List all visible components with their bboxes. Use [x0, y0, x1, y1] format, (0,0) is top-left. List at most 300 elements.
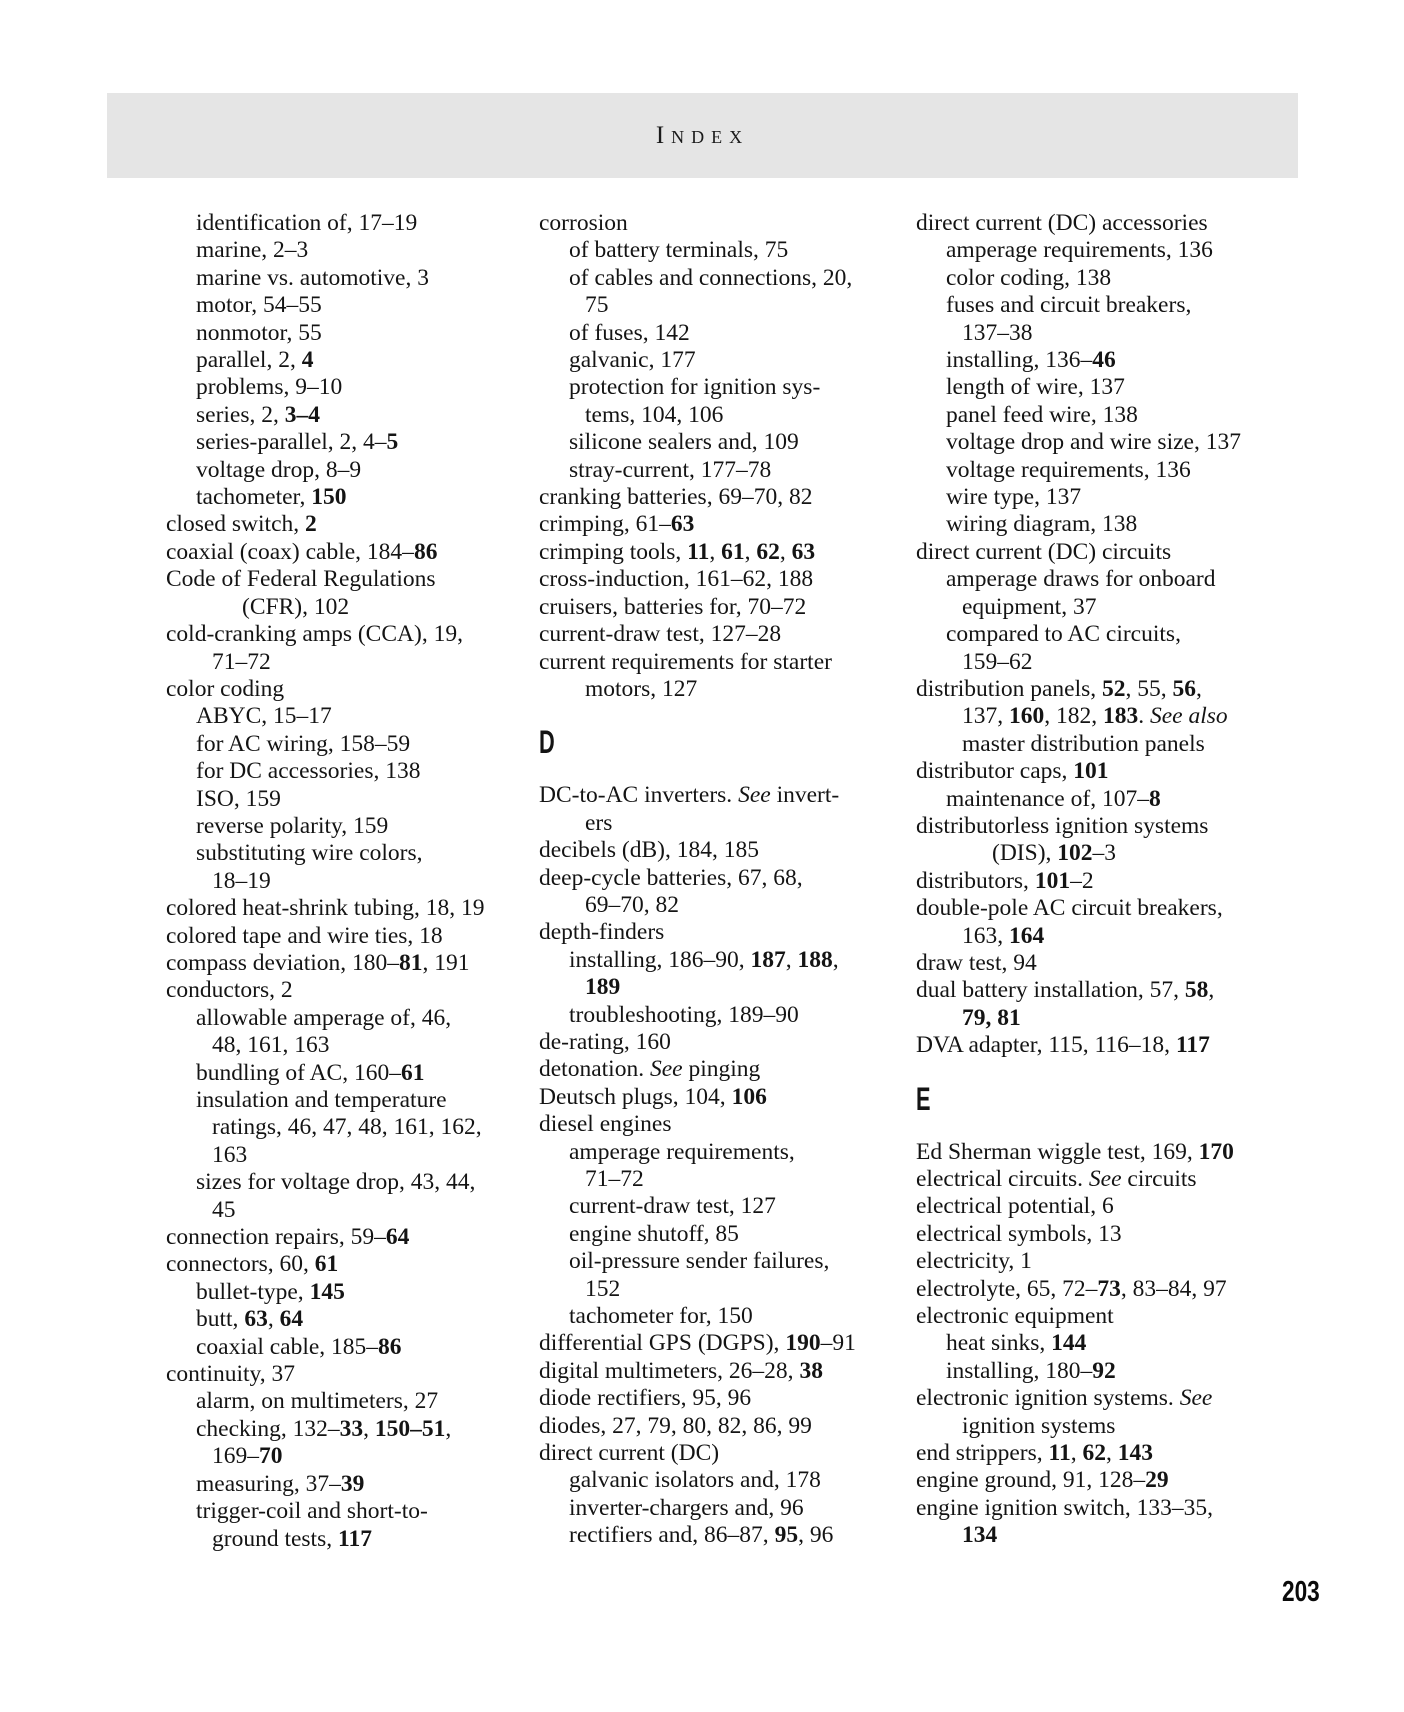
entry-text: circuits	[1121, 1166, 1197, 1192]
entry-text: , 83–84, 97	[1120, 1275, 1227, 1302]
index-entry-line	[539, 1056, 856, 1083]
index-column-3	[916, 210, 1241, 1550]
index-entry-line	[539, 1303, 856, 1330]
entry-text: color coding	[166, 675, 285, 702]
index-entry-line	[916, 923, 1241, 950]
entry-text: 62	[1082, 1440, 1106, 1467]
entry-text: See	[738, 782, 771, 809]
entry-text: silicone sealers and, 109	[569, 429, 799, 456]
entry-text: distributor caps,	[916, 758, 1074, 785]
entry-text: –91	[820, 1330, 856, 1357]
entry-text: marine, 2–3	[196, 237, 309, 264]
entry-text: 79, 81	[962, 1004, 1021, 1031]
entry-text: checking, 132–	[196, 1415, 340, 1442]
index-entry-line	[916, 1032, 1241, 1059]
index-entry-line	[539, 1467, 856, 1494]
entry-text: 71–72	[585, 1166, 644, 1192]
index-entry-line	[539, 649, 856, 676]
index-entry-line	[916, 320, 1241, 347]
index-entry-line	[539, 621, 856, 648]
entry-text: 62	[756, 538, 780, 565]
index-entry-line	[166, 1443, 485, 1470]
entry-text: 18–19	[212, 867, 271, 894]
entry-text: 56	[1172, 675, 1197, 702]
index-entry-line	[166, 1087, 485, 1114]
index-entry-line	[539, 457, 856, 484]
entry-text: series-parallel, 2, 4–	[196, 429, 387, 456]
index-entry-line	[166, 895, 485, 922]
index-entry-line	[166, 1388, 485, 1415]
entry-text: bullet-type,	[196, 1278, 310, 1305]
entry-text: amperage requirements, 136	[946, 237, 1213, 264]
entry-text: , 191	[422, 949, 470, 976]
index-entry-line	[539, 265, 856, 292]
index-entry-line	[539, 402, 856, 429]
index-entry-line	[916, 895, 1241, 922]
entry-text: 81	[399, 949, 423, 976]
entry-text: diodes, 27, 79, 80, 82, 86, 99	[539, 1412, 812, 1439]
index-entry-line	[916, 813, 1241, 840]
entry-text: 92	[1092, 1357, 1116, 1384]
index-entry-line	[916, 237, 1241, 264]
entry-text: ,	[744, 538, 757, 565]
index-entry-line	[539, 919, 856, 946]
index-entry-line	[166, 292, 485, 319]
entry-text: for AC wiring, 158–59	[196, 730, 411, 757]
entry-text: electrical potential, 6	[916, 1193, 1114, 1220]
index-entry-line	[166, 566, 485, 593]
entry-text: substituting wire colors,	[196, 840, 423, 867]
entry-text: 46	[1092, 347, 1116, 374]
entry-text: ,	[785, 946, 798, 973]
entry-text: 2	[305, 511, 317, 538]
index-entry-line	[539, 1221, 856, 1248]
entry-text: Deutsch plugs, 104,	[539, 1083, 732, 1110]
entry-text: 95	[774, 1522, 799, 1549]
entry-text: protection for ignition sys-	[569, 374, 821, 401]
entry-text: heat sinks,	[946, 1330, 1052, 1357]
index-entry-line	[539, 1084, 856, 1111]
index-entry-line	[539, 782, 856, 809]
entry-text: direct current (DC)	[539, 1440, 720, 1467]
entry-text: .	[1138, 703, 1150, 730]
entry-text: stray-current, 177–78	[569, 456, 772, 483]
entry-text: compared to AC circuits,	[946, 621, 1181, 648]
index-entry-line	[916, 1303, 1241, 1330]
entry-text: 159–62	[962, 648, 1033, 675]
index-entry-line	[916, 840, 1241, 867]
page-title: Index	[655, 121, 750, 149]
index-entry-line	[539, 1002, 856, 1029]
index-entry-line	[166, 1224, 485, 1251]
entry-text: ,	[1208, 977, 1215, 1004]
entry-text: series, 2,	[196, 401, 285, 428]
entry-text: cold-cranking amps (CCA), 19,	[166, 621, 463, 648]
entry-text: amperage requirements,	[569, 1138, 795, 1165]
index-entry-line	[916, 484, 1241, 511]
index-entry-line	[166, 347, 485, 374]
entry-text: 188	[797, 946, 833, 973]
index-entry-line	[916, 1276, 1241, 1303]
entry-text: See	[1179, 1385, 1213, 1412]
entry-text: current requirements for starter	[539, 648, 832, 675]
entry-text: differential GPS (DGPS),	[539, 1330, 786, 1357]
index-entry-line	[916, 1330, 1241, 1357]
entry-text: 190	[785, 1330, 821, 1357]
entry-text: ,	[445, 1415, 452, 1442]
entry-text: installing, 180–	[946, 1357, 1093, 1384]
entry-text: voltage drop and wire size, 137	[946, 429, 1241, 456]
entry-text: crimping, 61–	[539, 511, 671, 538]
index-entry-line	[539, 566, 856, 593]
index-entry-line	[916, 374, 1241, 401]
entry-text: 61	[400, 1059, 425, 1086]
index-entry-line	[916, 292, 1241, 319]
entry-text: bundling of AC, 160–	[196, 1059, 401, 1086]
index-entry-line	[166, 950, 485, 977]
index-entry-line	[166, 1060, 485, 1087]
entry-text: closed switch,	[166, 511, 306, 538]
entry-text: 160	[1009, 703, 1045, 730]
entry-text: current-draw test, 127	[569, 1193, 776, 1220]
index-entry-line	[166, 429, 485, 456]
index-entry-line	[166, 758, 485, 785]
entry-text: installing, 186–90,	[569, 946, 751, 973]
entry-text: 11	[1048, 1440, 1071, 1467]
entry-text: 163,	[962, 922, 1009, 949]
entry-text: 189	[585, 974, 621, 1001]
index-entry-line	[166, 923, 485, 950]
index-entry-line	[916, 1440, 1241, 1467]
index-entry-line	[166, 1169, 485, 1196]
entry-text: ,	[832, 946, 839, 973]
entry-text: conductors, 2	[166, 977, 293, 1004]
index-entry-line	[539, 1330, 856, 1357]
entry-text: 164	[1009, 922, 1045, 949]
entry-text: dual battery installation, 57,	[916, 977, 1185, 1004]
index-entry-line	[539, 1385, 856, 1412]
entry-text: 152	[585, 1275, 621, 1302]
entry-text: electricity, 1	[916, 1248, 1032, 1275]
index-entry-line	[539, 1413, 856, 1440]
entry-text: 45	[212, 1196, 236, 1223]
entry-text: distribution panels,	[916, 675, 1103, 702]
entry-text: ,	[779, 538, 792, 565]
index-entry-line	[916, 1005, 1241, 1032]
entry-text: current-draw test, 127–28	[539, 621, 782, 648]
index-entry-line	[916, 703, 1241, 730]
entry-text: ,	[363, 1415, 375, 1442]
index-entry-line	[916, 210, 1241, 237]
index-entry-line	[916, 539, 1241, 566]
entry-text: electronic equipment	[916, 1303, 1114, 1330]
index-entry-line	[916, 566, 1241, 593]
index-entry-line	[539, 484, 856, 511]
entry-text: 137–38	[962, 319, 1033, 346]
entry-text: alarm, on multimeters, 27	[196, 1388, 439, 1415]
entry-text: 144	[1051, 1330, 1087, 1357]
index-entry-line	[539, 511, 856, 538]
index-entry-line	[539, 1276, 856, 1303]
entry-text: 64	[279, 1306, 304, 1333]
index-entry-line	[539, 892, 856, 919]
entry-text: motor, 54–55	[196, 292, 322, 319]
entry-text: 86	[413, 538, 438, 565]
index-entry-line	[539, 1111, 856, 1138]
entry-text: decibels (dB), 184, 185	[539, 837, 759, 864]
index-entry-line	[539, 539, 856, 566]
entry-text: tems, 104, 106	[585, 401, 724, 428]
index-entry-line	[166, 237, 485, 264]
index-entry-line	[916, 265, 1241, 292]
entry-text: distributors,	[916, 867, 1035, 894]
section-heading-d: D	[539, 724, 555, 761]
entry-text: 5	[386, 429, 399, 456]
index-entry-line	[166, 840, 485, 867]
entry-text: galvanic isolators and, 178	[569, 1467, 821, 1494]
entry-text: draw test, 94	[916, 949, 1037, 976]
entry-text: 106	[731, 1083, 767, 1110]
entry-text: pinging	[682, 1056, 761, 1083]
entry-text: 117	[337, 1525, 372, 1552]
entry-text: depth-finders	[539, 919, 665, 946]
entry-text: invert-	[770, 782, 840, 809]
index-entry-line	[916, 786, 1241, 813]
entry-text: electrolyte, 65, 72–	[916, 1275, 1098, 1302]
index-entry-line	[166, 511, 485, 538]
entry-text: compass deviation, 180–	[166, 949, 400, 976]
entry-text: installing, 136–	[946, 347, 1093, 374]
entry-text: equipment, 37	[962, 593, 1097, 620]
entry-text: 8	[1148, 785, 1161, 812]
index-entry-line	[166, 1114, 485, 1141]
page-number: 203	[1282, 1576, 1320, 1608]
entry-text: 137,	[962, 703, 1009, 730]
entry-text: problems, 9–10	[196, 374, 343, 401]
index-entry-line	[166, 621, 485, 648]
index-entry-line	[539, 1139, 856, 1166]
entry-text: sizes for voltage drop, 43, 44,	[196, 1169, 476, 1196]
entry-text: of battery terminals, 75	[569, 237, 789, 264]
entry-text: DVA adapter, 115, 116–18,	[916, 1032, 1176, 1059]
entry-text: cranking batteries, 69–70, 82	[539, 484, 813, 511]
entry-text: Ed Sherman wiggle test, 169,	[916, 1138, 1199, 1165]
entry-text: amperage draws for onboard	[946, 566, 1216, 593]
index-entry-line	[166, 539, 485, 566]
index-entry-line	[916, 1193, 1241, 1220]
index-entry-line	[166, 1526, 485, 1553]
entry-text: 145	[309, 1278, 345, 1305]
entry-text: connectors, 60,	[166, 1251, 315, 1278]
index-entry-line	[539, 865, 856, 892]
entry-text: cross-induction, 161–62, 188	[539, 566, 814, 593]
entry-text: end strippers,	[916, 1440, 1049, 1467]
entry-text: 52	[1102, 675, 1126, 702]
entry-text: 63	[670, 511, 695, 538]
entry-text: electronic ignition systems.	[916, 1385, 1180, 1412]
index-column-1	[166, 210, 485, 1553]
entry-text: butt,	[196, 1306, 245, 1333]
index-entry-line	[166, 1306, 485, 1333]
index-entry-line	[916, 594, 1241, 621]
entry-text: corrosion	[539, 210, 628, 236]
index-entry-line	[916, 1248, 1241, 1275]
entry-text: Code of Federal Regulations	[166, 566, 436, 593]
entry-text: trigger-coil and short-to-	[196, 1498, 428, 1525]
entry-text: 64	[385, 1224, 410, 1251]
entry-text: 33	[339, 1415, 364, 1442]
index-entry-line	[166, 484, 485, 511]
entry-text: electrical symbols, 13	[916, 1220, 1122, 1247]
entry-text: colored heat-shrink tubing, 18, 19	[166, 895, 485, 922]
index-entry-line	[166, 457, 485, 484]
entry-text: , 96	[798, 1522, 834, 1549]
entry-text: DC-to-AC inverters.	[539, 782, 739, 809]
entry-text: , 182,	[1044, 703, 1103, 730]
entry-text: , 55,	[1125, 675, 1173, 702]
entry-text: engine ignition switch, 133–35,	[916, 1494, 1213, 1521]
section-heading-e: E	[916, 1080, 931, 1117]
entry-text: color coding, 138	[946, 264, 1112, 291]
entry-text: ground tests,	[212, 1525, 338, 1552]
entry-text: electrical circuits.	[916, 1166, 1089, 1192]
entry-text: inverter-chargers and, 96	[569, 1494, 804, 1521]
entry-text: colored tape and wire ties, 18	[166, 922, 443, 949]
index-entry-line	[166, 813, 485, 840]
index-entry-line	[916, 347, 1241, 374]
index-entry-line	[539, 1248, 856, 1275]
entry-text: 75	[585, 292, 609, 319]
index-entry-line	[166, 1142, 485, 1169]
index-entry-line	[916, 1413, 1241, 1440]
entry-text: digital multimeters, 26–28,	[539, 1357, 800, 1384]
index-entry-line	[539, 974, 856, 1001]
index-entry-line	[916, 402, 1241, 429]
index-entry-line	[916, 1385, 1241, 1412]
entry-text: diode rectifiers, 95, 96	[539, 1385, 752, 1412]
index-entry-line	[539, 947, 856, 974]
entry-text: 102	[1057, 840, 1093, 867]
index-entry-line	[916, 1139, 1241, 1166]
index-entry-line	[166, 402, 485, 429]
index-entry-line	[916, 621, 1241, 648]
entry-text: 58	[1184, 977, 1209, 1004]
entry-text: 117	[1175, 1032, 1210, 1059]
index-entry-line	[166, 1361, 485, 1388]
entry-text: 38	[799, 1357, 823, 1384]
index-entry-line	[916, 511, 1241, 538]
entry-text: –2	[1070, 867, 1094, 894]
index-entry-line	[916, 457, 1241, 484]
entry-text: double-pole AC circuit breakers,	[916, 895, 1223, 922]
entry-text: ers	[585, 809, 613, 836]
entry-text: troubleshooting, 189–90	[569, 1001, 799, 1028]
index-entry-line	[539, 374, 856, 401]
entry-text: continuity, 37	[166, 1361, 296, 1388]
entry-text: insulation and temperature	[196, 1087, 447, 1113]
entry-text: 150	[311, 484, 347, 511]
index-entry-line	[539, 594, 856, 621]
index-entry-line	[166, 1334, 485, 1361]
entry-text: 39	[340, 1470, 365, 1497]
index-entry-line	[539, 429, 856, 456]
entry-text: See	[649, 1056, 683, 1083]
entry-text: identification of, 17–19	[196, 210, 418, 236]
index-entry-line	[166, 1471, 485, 1498]
index-entry-line	[166, 786, 485, 813]
entry-text: coaxial (coax) cable, 184–	[166, 538, 414, 565]
index-entry-line	[166, 676, 485, 703]
index-entry-line	[539, 810, 856, 837]
entry-text: 3–4	[284, 401, 321, 428]
index-entry-line	[166, 210, 485, 237]
index-entry-line	[916, 1166, 1241, 1193]
index-entry-line	[539, 1495, 856, 1522]
entry-text: of fuses, 142	[569, 319, 690, 346]
index-entry-line	[916, 1221, 1241, 1248]
index-entry-line	[539, 1029, 856, 1056]
entry-text: length of wire, 137	[946, 374, 1125, 401]
entry-text: 73	[1097, 1275, 1121, 1302]
index-entry-line	[166, 1416, 485, 1443]
entry-text: ,	[1196, 675, 1202, 702]
entry-text: (CFR), 102	[242, 593, 350, 620]
entry-text: allowable amperage of, 46,	[196, 1004, 452, 1031]
entry-text: reverse polarity, 159	[196, 812, 389, 839]
entry-text: nonmotor, 55	[196, 319, 322, 346]
entry-text: de-rating, 160	[539, 1028, 671, 1055]
entry-text: parallel, 2,	[196, 347, 302, 374]
entry-text: engine ground, 91, 128–	[916, 1467, 1146, 1494]
index-entry-line	[916, 977, 1241, 1004]
index-entry-line	[166, 265, 485, 292]
entry-text: 163	[212, 1141, 248, 1168]
entry-text: oil-pressure sender failures,	[569, 1248, 830, 1275]
entry-text: 187	[750, 946, 786, 973]
index-entry-line	[916, 950, 1241, 977]
index-entry-line	[539, 676, 856, 703]
index-entry-line	[916, 868, 1241, 895]
entry-text: 150–51	[374, 1415, 446, 1442]
entry-text: –3	[1092, 840, 1117, 867]
index-entry-line	[916, 1522, 1241, 1549]
entry-text: tachometer for, 150	[569, 1303, 753, 1330]
entry-text: ratings, 46, 47, 48, 161, 162,	[212, 1114, 482, 1141]
entry-text: marine vs. automotive, 3	[196, 264, 429, 291]
index-entry-line	[916, 1495, 1241, 1522]
entry-text: for DC accessories, 138	[196, 758, 421, 785]
entry-text: coaxial cable, 185–	[196, 1333, 379, 1360]
entry-text: voltage drop, 8–9	[196, 456, 362, 483]
index-entry-line	[539, 1166, 856, 1193]
entry-text: 61	[721, 538, 745, 565]
index-entry-line	[166, 868, 485, 895]
index-entry-line	[916, 1467, 1241, 1494]
index-entry-line	[166, 649, 485, 676]
entry-text: 183	[1103, 703, 1139, 730]
index-entry-line	[916, 758, 1241, 785]
entry-text: wire type, 137	[946, 484, 1082, 511]
index-entry-line	[166, 703, 485, 730]
index-entry-line	[166, 1498, 485, 1525]
entry-text: deep-cycle batteries, 67, 68,	[539, 864, 803, 891]
entry-text: 101	[1034, 867, 1071, 894]
entry-text: 29	[1145, 1467, 1169, 1494]
index-entry-line	[916, 676, 1241, 703]
index-entry-line	[166, 1251, 485, 1278]
index-entry-line	[166, 320, 485, 347]
entry-text: panel feed wire, 138	[946, 401, 1138, 428]
